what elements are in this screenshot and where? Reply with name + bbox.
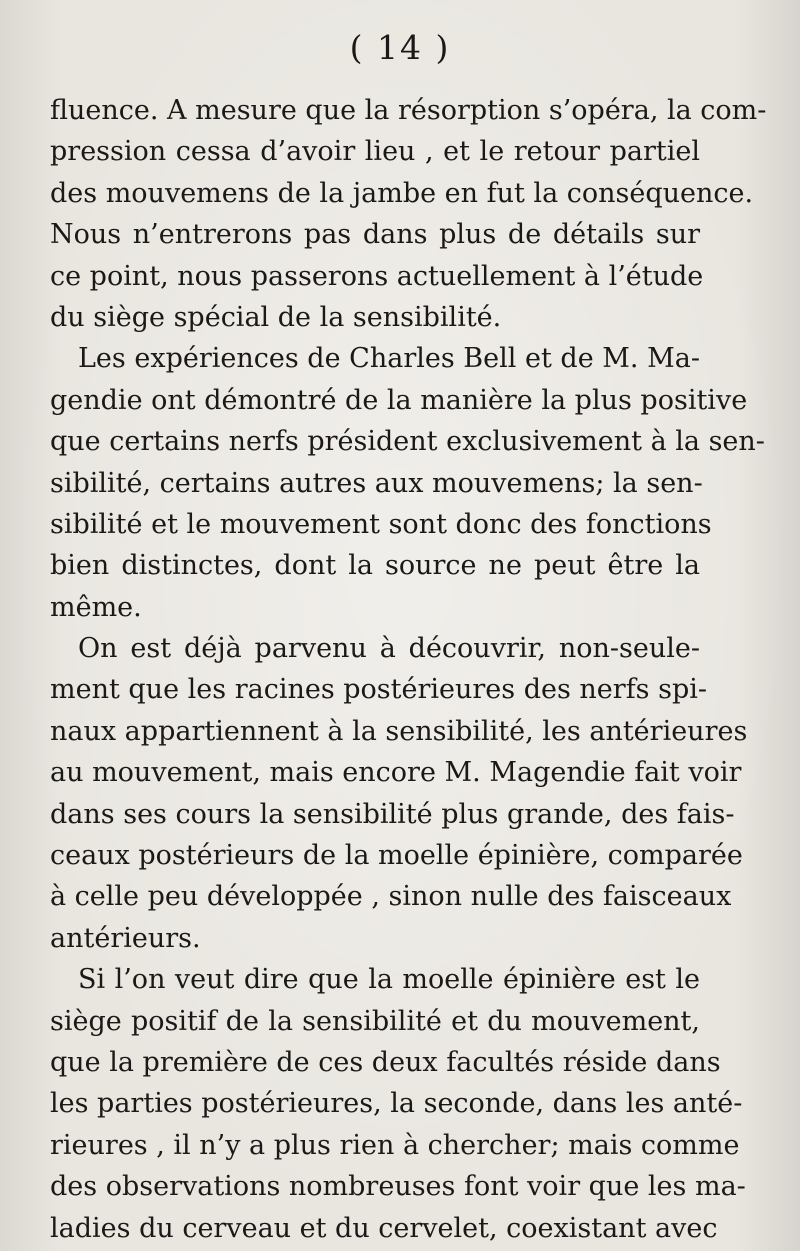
text-line: bien distinctes, dont la source ne peut être la xyxy=(50,550,700,582)
text-line: rieures , il n’y a plus rien à chercher; mais comme xyxy=(50,1129,740,1161)
text-line: même. xyxy=(50,591,142,623)
text-line: ce point, nous passerons actuellement à l’étude xyxy=(50,260,704,292)
text-line: Les expériences de Charles Bell et de M. Ma- xyxy=(78,343,700,375)
text-line: dans ses cours la sensibilité plus grande, des fais- xyxy=(50,798,735,830)
body-text xyxy=(50,90,767,1249)
text-line: les parties postérieures, la seconde, dans les anté- xyxy=(50,1088,743,1120)
text-line: pression cessa d’avoir lieu , et le retour partiel xyxy=(50,136,700,168)
text-line: ceaux postérieurs de la moelle épinière, comparée xyxy=(50,840,743,872)
text-line: au mouvement, mais encore M. Magendie fait voir xyxy=(50,757,742,789)
text-line: naux appartiennent à la sensibilité, les antérieures xyxy=(50,715,748,747)
text-line: que la première de ces deux facultés réside dans xyxy=(50,1046,721,1078)
text-line: des mouvemens de la jambe en fut la conséquence. xyxy=(50,177,754,209)
text-line: sibilité, certains autres aux mouvemens; la sen- xyxy=(50,467,703,499)
text-line: fluence. A mesure que la résorption s’opéra, la com- xyxy=(50,95,767,126)
text-line: à celle peu développée , sinon nulle des faisceaux xyxy=(50,881,732,913)
text-line: que certains nerfs président exclusivement à la sen- xyxy=(50,426,765,458)
text-line: sibilité et le mouvement sont donc des fonctions xyxy=(50,508,712,540)
page-number: ( 14 ) xyxy=(349,28,451,67)
text-line: ladies du cerveau et du cervelet, coexistant avec xyxy=(50,1212,718,1244)
text-line: Si l’on veut dire que la moelle épinière est le xyxy=(78,964,700,996)
text-line: ment que les racines postérieures des nerfs spi- xyxy=(50,674,708,706)
text-line: siège positif de la sensibilité et du mouvement, xyxy=(50,1005,700,1037)
text-line: gendie ont démontré de la manière la plus positive xyxy=(50,384,748,416)
text-line: antérieurs. xyxy=(50,922,201,954)
text-line: des observations nombreuses font voir que les ma- xyxy=(50,1171,746,1203)
text-line: Nous n’entrerons pas dans plus de détails sur xyxy=(50,219,700,251)
text-line: On est déjà parvenu à découvrir, non-seule- xyxy=(78,633,700,665)
text-line: du siège spécial de la sensibilité. xyxy=(50,301,502,333)
